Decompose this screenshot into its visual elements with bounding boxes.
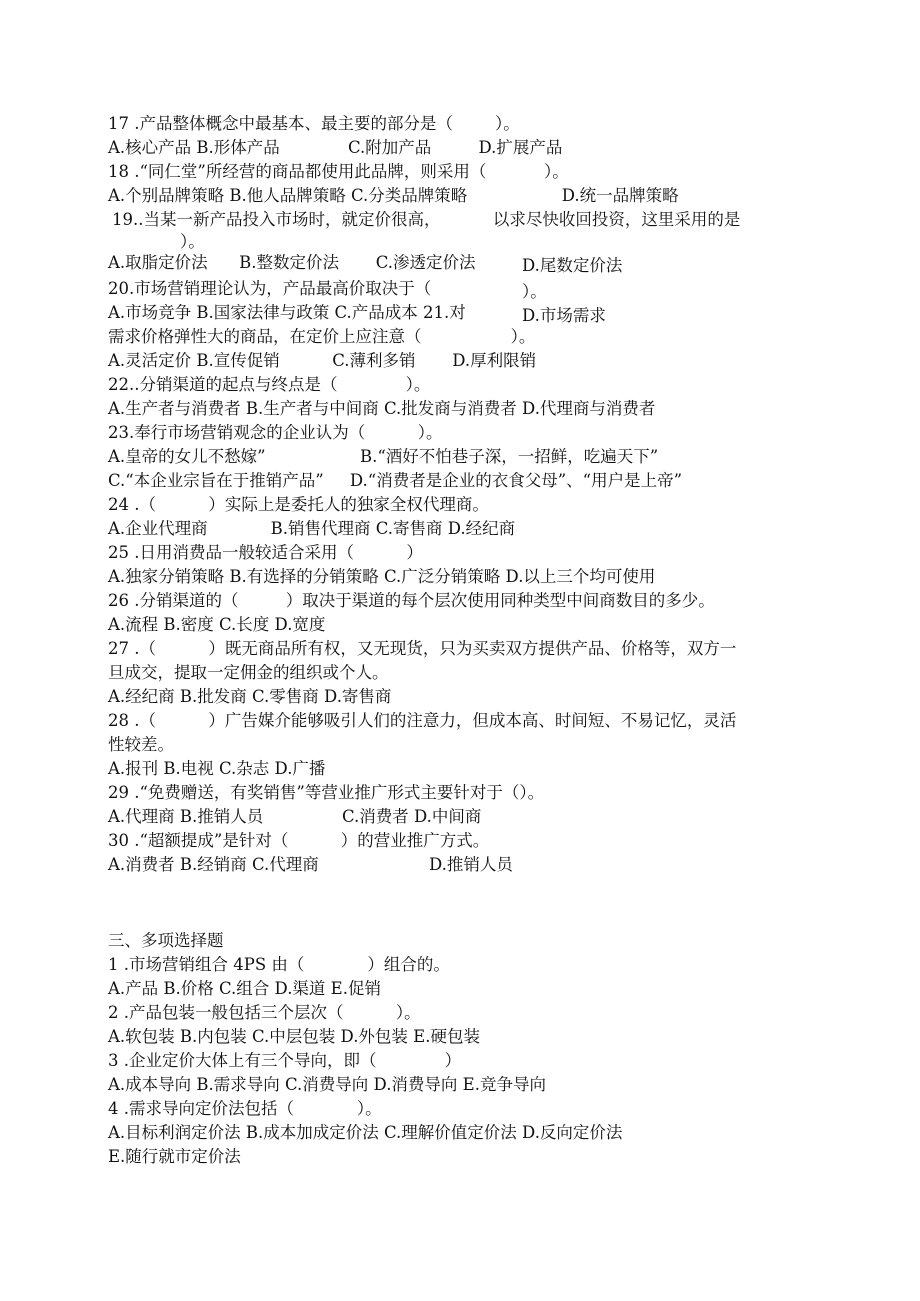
question-29-options: A.代理商 B.推销人员 C.消费者 D.中间商 (108, 807, 482, 826)
question-25: 25 .日用消费品一般较适合采用（ ） (108, 543, 423, 562)
question-24: 24 .（ ）实际上是委托人的独家全权代理商。 (108, 495, 489, 514)
question-20-options: A.市场竞争 B.国家法律与政策 C.产品成本 21.对 (108, 303, 466, 322)
question-18: 18 .“同仁堂”所经营的商品都使用此品牌，则采用（ ）。 (108, 162, 569, 181)
question-25-options: A.独家分销策略 B.有选择的分销策略 C.广泛分销策略 D.以上三个均可使用 (108, 567, 656, 586)
mc-question-4: 4 .需求导向定价法包括（ ）。 (108, 1099, 382, 1118)
question-17: 17 .产品整体概念中最基本、最主要的部分是（ ）。 (108, 114, 520, 133)
question-26: 26 .分销渠道的（ ）取决于渠道的每个层次使用同种类型中间商数目的多少。 (108, 591, 715, 610)
question-19: 19..当某一新产品投入市场时，就定价很高， 以求尽快收回投资，这里采用的是 (112, 210, 741, 229)
question-23-options-ab: A.皇帝的女儿不愁嫁” B.“酒好不怕巷子深，一招鲜，吃遍天下” (108, 447, 659, 466)
section-heading-multiple-choice: 三、多项选择题 (108, 931, 224, 950)
question-30: 30 .“超额提成”是针对（ ）的营业推广方式。 (108, 831, 490, 850)
question-27-continued: 旦成交，提取一定佣金的组织或个人。 (108, 663, 389, 682)
question-19-option-d: D.尾数定价法 (522, 256, 623, 275)
question-20: 20.市场营销理论认为，产品最高价取决于（ (108, 279, 432, 298)
question-20-end: ）。 (522, 282, 547, 301)
question-19-continued: ）。 (180, 232, 205, 251)
question-27-options: A.经纪商 B.批发商 C.零售商 D.寄售商 (108, 687, 392, 706)
question-28: 28 .（ ）广告媒介能够吸引人们的注意力，但成本高、时间短、不易记忆，灵活 (108, 711, 737, 730)
mc-question-4-option-e: E.随行就市定价法 (108, 1147, 241, 1166)
mc-question-2: 2 .产品包装一般包括三个层次（ ）。 (108, 1003, 421, 1022)
mc-question-1-options: A.产品 B.价格 C.组合 D.渠道 E.促销 (108, 979, 381, 998)
question-22-options: A.生产者与消费者 B.生产者与中间商 C.批发商与消费者 D.代理商与消费者 (108, 399, 656, 418)
question-30-options: A.消费者 B.经销商 C.代理商 D.推销人员 (108, 855, 513, 874)
question-21: 需求价格弹性大的商品，在定价上应注意（ ）。 (108, 327, 536, 346)
question-24-options: A.企业代理商 B.销售代理商 C.寄售商 D.经纪商 (108, 519, 516, 538)
question-28-options: A.报刊 B.电视 C.杂志 D.广播 (108, 759, 326, 778)
question-22: 22..分销渠道的起点与终点是（ ）。 (108, 375, 431, 394)
question-19-options: A.取脂定价法 B.整数定价法 C.渗透定价法 (108, 253, 476, 272)
question-23-options-cd: C.“本企业宗旨在于推销产品” D.“消费者是企业的衣食父母”、“用户是上帝” (108, 471, 683, 490)
question-21-options: A.灵活定价 B.宣传促销 C.薄利多销 D.厚利限销 (108, 351, 537, 370)
question-28-continued: 性较差。 (108, 735, 174, 754)
mc-question-3-options: A.成本导向 B.需求导向 C.消费导向 D.消费导向 E.竞争导向 (108, 1075, 546, 1094)
mc-question-3: 3 .企业定价大体上有三个导向，即（ ） (108, 1051, 462, 1070)
question-29: 29 .“免费赠送，有奖销售”等营业推广形式主要针对于（）。 (108, 783, 545, 802)
question-18-options: A.个别品牌策略 B.他人品牌策略 C.分类品牌策略 D.统一品牌策略 (108, 186, 679, 205)
question-17-options: A.核心产品 B.形体产品 C.附加产品 D.扩展产品 (108, 138, 563, 157)
question-20-option-d: D.市场需求 (522, 306, 606, 325)
question-26-options: A.流程 B.密度 C.长度 D.宽度 (108, 615, 326, 634)
mc-question-2-options: A.软包装 B.内包装 C.中层包装 D.外包装 E.硬包装 (108, 1027, 480, 1046)
question-23: 23.奉行市场营销观念的企业认为（ ）。 (108, 423, 443, 442)
question-27: 27 .（ ）既无商品所有权，又无现货，只为买卖双方提供产品、价格等，双方一 (108, 639, 737, 658)
mc-question-1: 1 .市场营销组合 4PS 由（ ）组合的。 (108, 955, 450, 974)
mc-question-4-options: A.目标利润定价法 B.成本加成定价法 C.理解价值定价法 D.反向定价法 (108, 1123, 623, 1142)
